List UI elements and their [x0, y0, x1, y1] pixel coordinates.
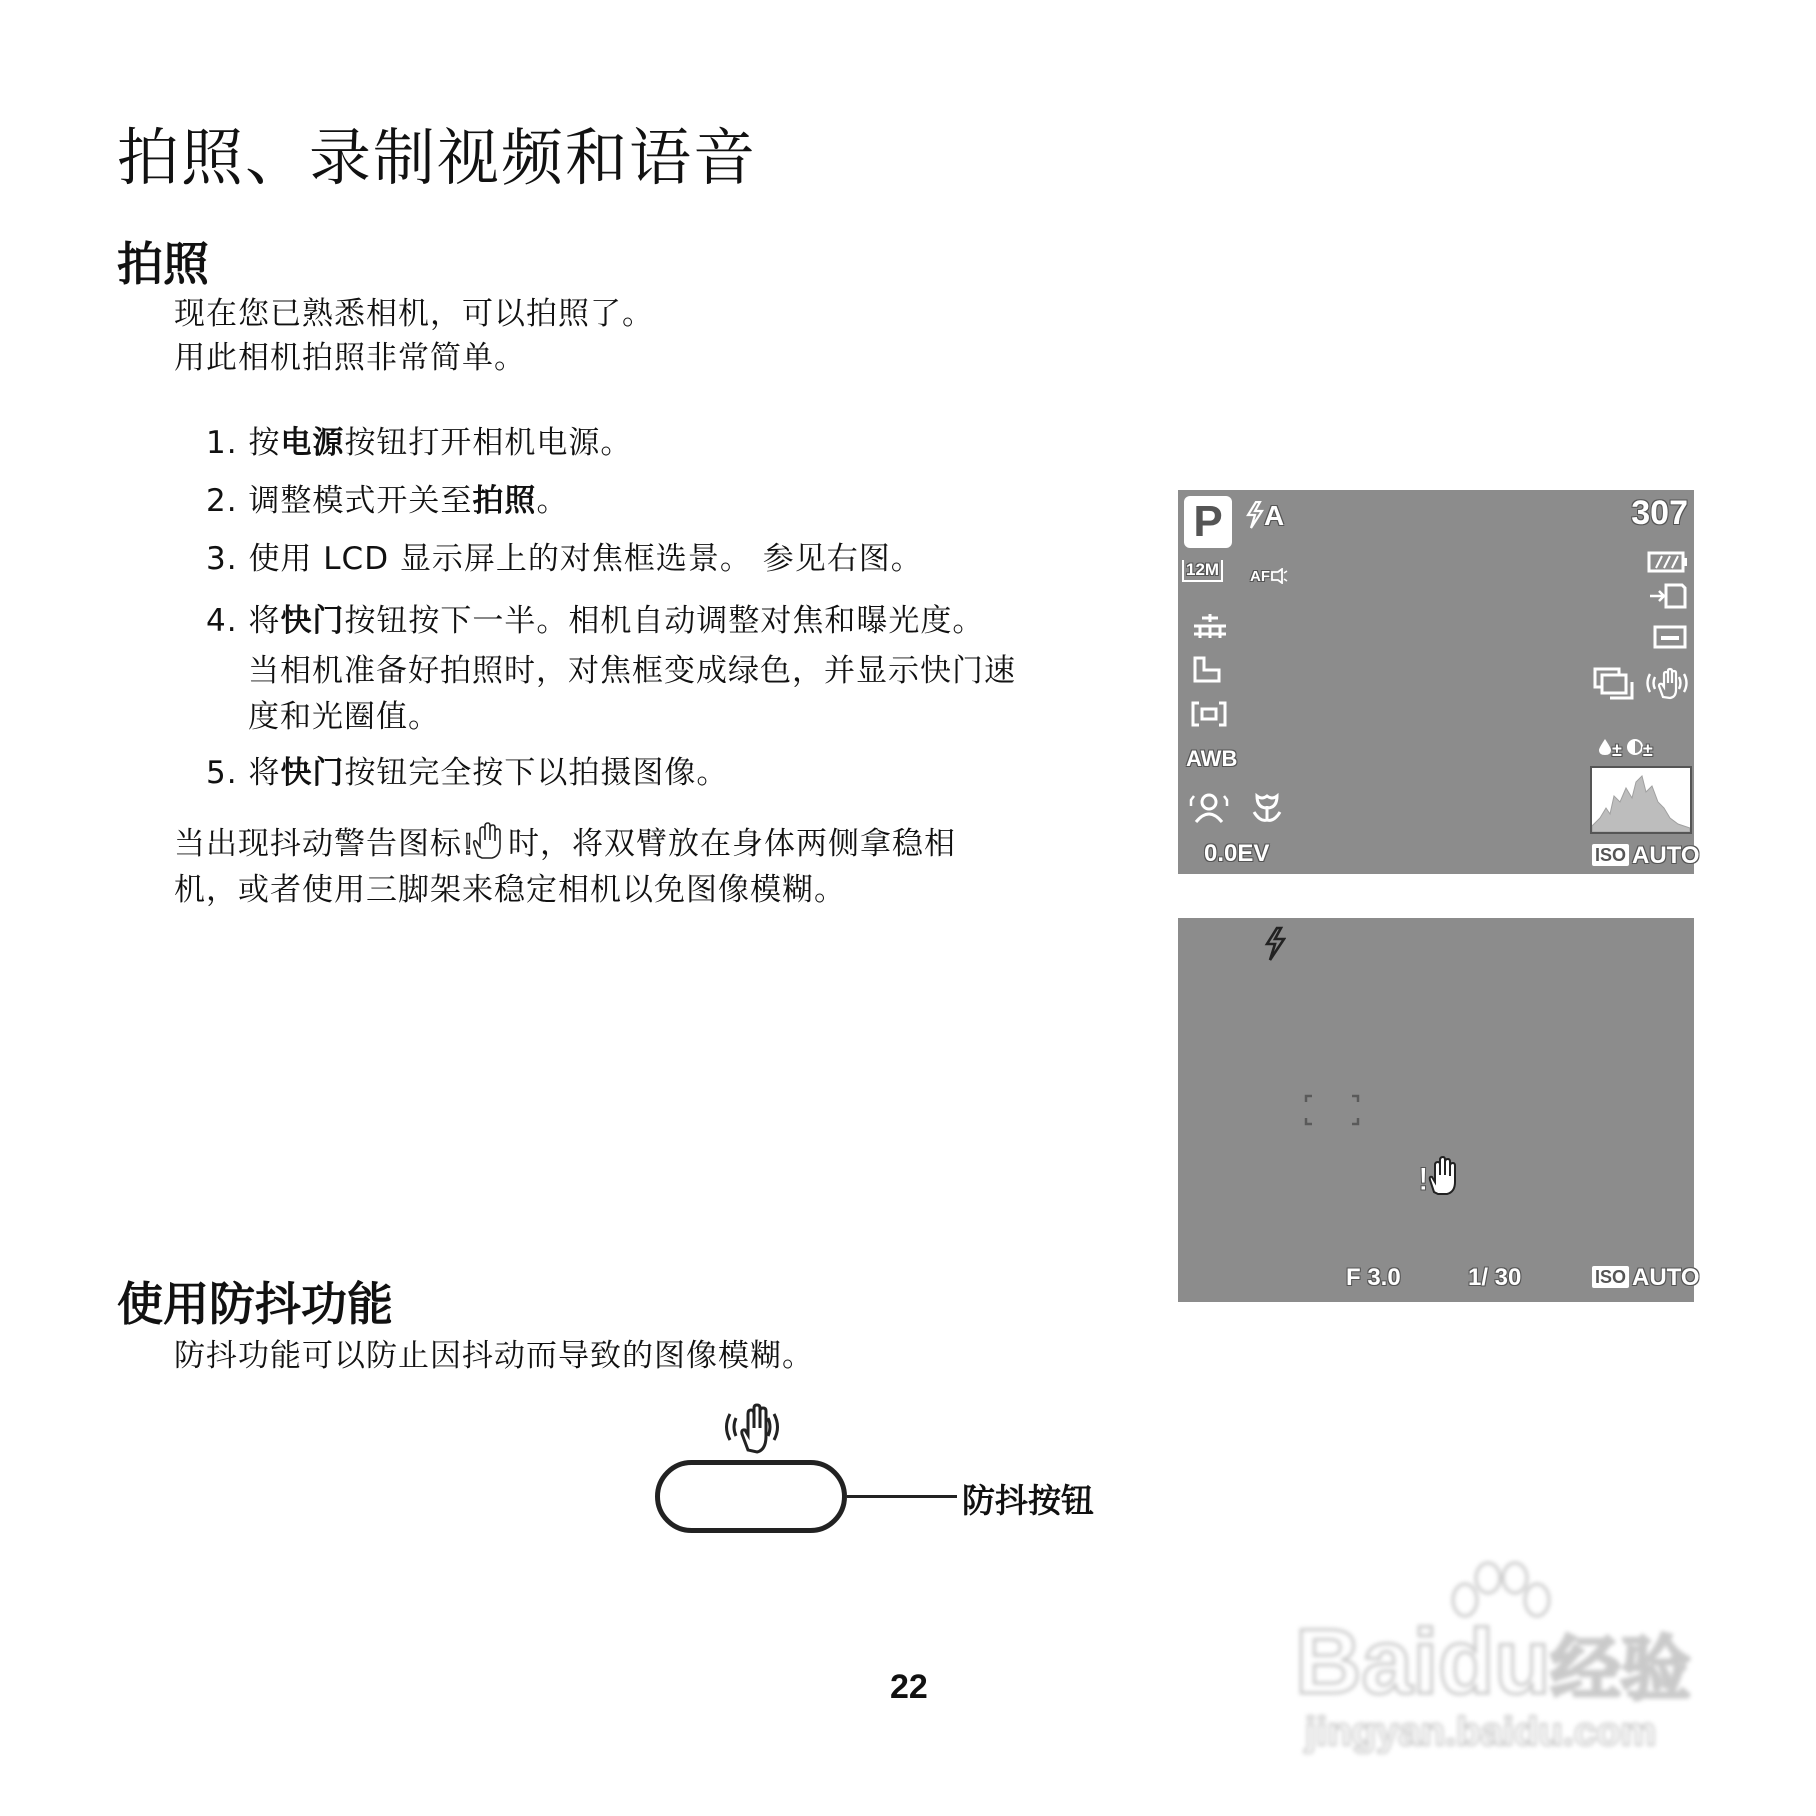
stabilizer-icon — [1644, 666, 1690, 700]
contrast-icon — [1627, 738, 1643, 756]
stabilizer-description: 防抖功能可以防止因抖动而导致的图像模糊。 — [174, 1338, 814, 1374]
step-bold: 快门 — [280, 755, 345, 791]
continuous-shot-icon — [1592, 666, 1634, 700]
step-text: 按 — [248, 425, 281, 461]
step-number: 3. — [206, 541, 238, 577]
step-4 — [206, 598, 984, 644]
histogram — [1590, 766, 1692, 834]
warning-line-2: 机，或者使用三脚架来稳定相机以免图像模糊。 — [174, 872, 846, 908]
aspect-ratio-icon — [1192, 656, 1222, 684]
warning-text-post: 时，将双臂放在身体两侧拿稳相 — [508, 826, 956, 862]
face-detect-icon — [1188, 790, 1230, 824]
iso-indicator: ISO AUTO — [1592, 1264, 1700, 1292]
stabilizer-button-label: 防抖按钮 — [962, 1481, 1094, 1520]
resolution-indicator: 12M — [1182, 560, 1223, 582]
page-title: 拍照、录制视频和语音 — [117, 121, 758, 194]
step-text: 按钮完全按下以拍摄图像。 — [344, 755, 729, 791]
svg-text:!: ! — [1418, 1161, 1429, 1196]
step-4-cont-2: 度和光圈值。 — [248, 699, 440, 735]
stabilizer-icon — [720, 1400, 784, 1454]
lcd-screen-focus — [1178, 918, 1700, 1302]
svg-text:!: ! — [464, 828, 474, 860]
memory-card-icon — [1648, 582, 1688, 610]
step-text: 使用 LCD 显示屏上的对焦框选景。 参见右图。 — [248, 541, 923, 577]
step-3 — [206, 536, 923, 582]
step-2 — [206, 478, 568, 524]
baidu-watermark — [1295, 1560, 1725, 1760]
quality-icon — [1190, 612, 1230, 640]
step-number: 1. — [206, 425, 238, 461]
step-bold: 拍照 — [472, 483, 537, 519]
warning-line-1 — [174, 822, 956, 866]
mode-indicator: P — [1184, 496, 1232, 548]
step-number: 4. — [206, 603, 238, 639]
intro-line-2: 用此相机拍照非常简单。 — [174, 340, 526, 376]
shots-remaining: 307 — [1631, 494, 1688, 532]
section-heading-stabilizer: 使用防抖功能 — [117, 1277, 393, 1331]
step-1 — [206, 420, 632, 466]
battery-icon — [1646, 550, 1688, 574]
shake-warning-icon — [1416, 1154, 1462, 1196]
step-number: 2. — [206, 483, 238, 519]
shutter-speed: 1/ 30 — [1468, 1264, 1522, 1291]
metering-icon — [1190, 700, 1228, 728]
step-text: 调整模式开关至 — [248, 483, 473, 519]
step-5 — [206, 750, 728, 796]
watermark-brand: Baidu经验 — [1295, 1611, 1691, 1713]
flash-icon — [1246, 501, 1264, 529]
step-text: 将 — [248, 755, 281, 791]
step-number: 5. — [206, 755, 238, 791]
callout-line — [847, 1495, 957, 1498]
iso-indicator: ISO AUTO — [1592, 842, 1700, 870]
step-text: 将 — [248, 603, 281, 639]
af-lamp-icon — [1270, 568, 1288, 584]
aperture-value: F 3.0 — [1346, 1264, 1401, 1291]
step-text: 按钮按下一半。相机自动调整对焦和曝光度。 — [344, 603, 985, 639]
warning-text-pre: 当出现抖动警告图标 — [174, 826, 462, 862]
exposure-value: 0.0EV — [1204, 840, 1270, 867]
saturation-icon — [1598, 738, 1612, 756]
intro-line-1: 现在您已熟悉相机，可以拍照了。 — [174, 296, 654, 332]
macro-icon — [1250, 790, 1284, 824]
af-lamp-indicator: AF — [1250, 568, 1288, 585]
flash-icon — [1264, 926, 1286, 962]
lcd-screen-info — [1178, 490, 1700, 874]
section-heading-photo: 拍照 — [117, 237, 209, 291]
saturation-contrast-indicator: ± ± — [1598, 738, 1653, 761]
page-number: 22 — [890, 1668, 928, 1706]
stabilizer-button[interactable] — [655, 1460, 847, 1533]
flash-auto-indicator: A — [1246, 500, 1284, 532]
step-bold: 快门 — [280, 603, 345, 639]
step-text: 。 — [536, 483, 569, 519]
sharpness-icon — [1652, 624, 1688, 650]
shake-warning-icon — [462, 822, 508, 860]
step-bold: 电源 — [280, 425, 345, 461]
step-text: 按钮打开相机电源。 — [344, 425, 633, 461]
white-balance-indicator: AWB — [1186, 746, 1238, 771]
step-4-cont-1: 当相机准备好拍照时，对焦框变成绿色，并显示快门速 — [248, 653, 1016, 689]
watermark-url: jingyan.baidu.com — [1305, 1710, 1657, 1754]
focus-frame — [1304, 1094, 1360, 1126]
